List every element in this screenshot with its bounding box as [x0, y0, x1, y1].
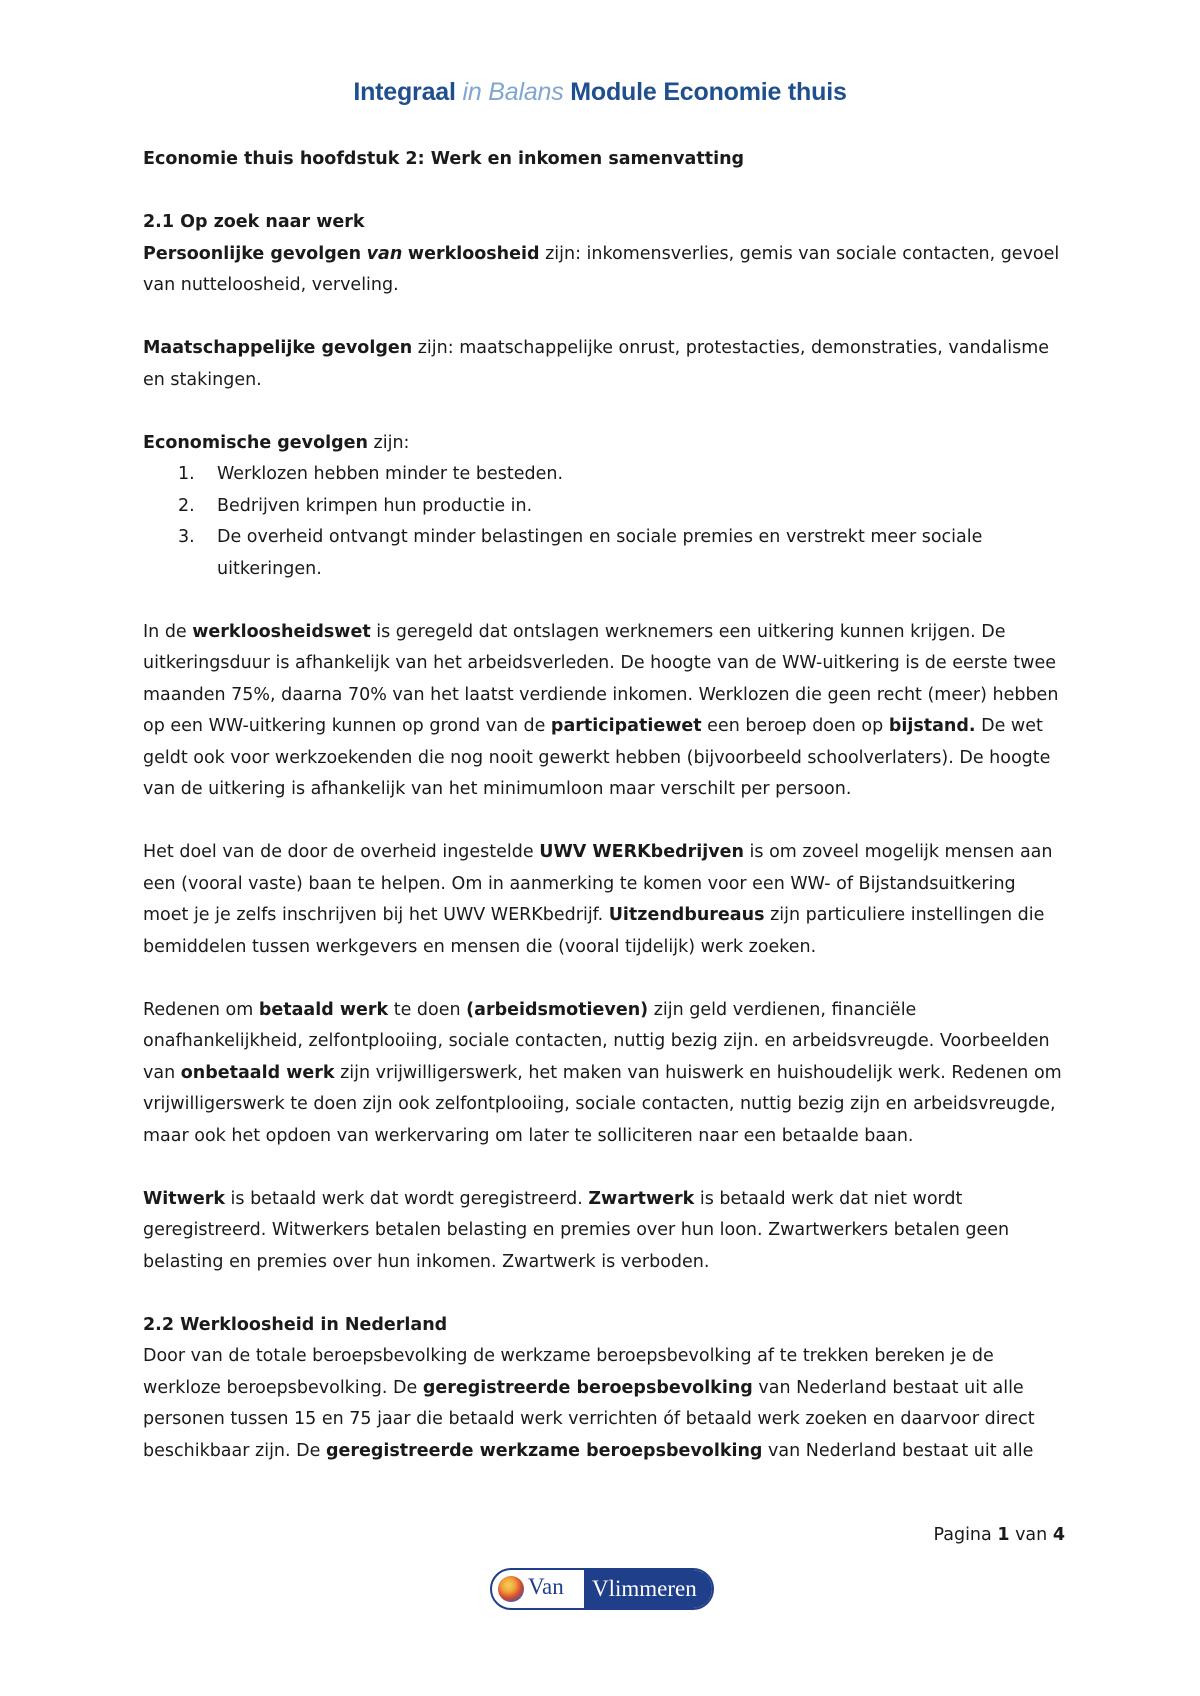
- list-item: 2. Bedrijven krimpen hun productie in.: [178, 495, 533, 516]
- document-body: [143, 144, 1063, 1467]
- paragraph-maatschappelijke-gevolgen: Maatschappelijke gevolgen zijn: maatschappelijke onrust, protestacties, demonstraties, vandalisme en stakingen.: [143, 338, 1050, 390]
- logo-van-text: Van: [528, 1574, 564, 1599]
- logo-vlimmeren-text: Vlimmeren: [584, 1570, 714, 1608]
- page-header: [0, 78, 1200, 107]
- section-2-1-title: 2.1 Op zoek naar werk: [143, 212, 365, 232]
- header-integraal: Integraal: [353, 78, 456, 106]
- paragraph-arbeidsmotieven: Redenen om betaald werk te doen (arbeidsmotieven) zijn geld verdienen, financiële onafhankelijkheid, zelfontplooiing, sociale contacten, nuttig bezig zijn. en arbeidsvreugde. Voorbeelden van onbetaald werk zijn vrijwilligerswerk, het maken van huiswerk en huishoudelijk werk. Redenen om vrijwilligerswerk te doen zijn ook zelfontplooiing, sociale contacten, nuttig bezig zijn en arbeidsvreugde, maar ook het opdoen van werkervaring om later te solliciteren naar een betaalde baan.: [143, 999, 1062, 1146]
- page-number: Pagina 1 van 4: [933, 1525, 1065, 1545]
- paragraph-werkloosheidswet: In de werkloosheidswet is geregeld dat ontslagen werknemers een uitkering kunnen krijgen. De uitkeringsduur is afhankelijk van het arbeidsverleden. De hoogte van de WW-uitkering is de eerste twee maanden 75%, daarna 70% van het laatst verdiende inkomen. Werklozen die geen recht (meer) hebben op een WW-uitkering kunnen op grond van de participatiewet een beroep doen op bijstand. De wet geldt ook voor werkzoekenden die nog nooit gewerkt hebben (bijvoorbeeld schoolverlaters). De hoogte van de uitkering is afhankelijk van het minimumloon maar verschilt per persoon.: [143, 621, 1059, 799]
- list-item: 1. Werklozen hebben minder te besteden.: [178, 464, 564, 484]
- globe-icon: [498, 1576, 524, 1602]
- gevolgen-list: [143, 459, 1063, 585]
- header-in-balans: in Balans: [462, 78, 564, 106]
- paragraph-economische-gevolgen: Economische gevolgen zijn:: [143, 432, 410, 453]
- van-vlimmeren-logo: [490, 1568, 714, 1610]
- list-item: 3. De overheid ontvangt minder belastingen en sociale premies en verstrekt meer sociale uitkeringen.: [178, 527, 983, 579]
- document-title: Economie thuis hoofdstuk 2: Werk en inkomen samenvatting: [143, 149, 745, 169]
- paragraph-beroepsbevolking: Door van de totale beroepsbevolking de werkzame beroepsbevolking af te trekken bereken je de werkloze beroepsbevolking. De geregistreerde beroepsbevolking van Nederland bestaat uit alle personen tussen 15 en 75 jaar die betaald werk verrichten óf betaald werk zoeken en daarvoor direct beschikbaar zijn. De geregistreerde werkzame beroepsbevolking van Nederland bestaat uit alle: [143, 1346, 1035, 1461]
- section-2-2-title: 2.2 Werkloosheid in Nederland: [143, 1314, 448, 1335]
- paragraph-persoonlijke-gevolgen: Persoonlijke gevolgen van werkloosheid zijn: inkomensverlies, gemis van sociale contacten, gevoel van nutteloosheid, verveling.: [143, 243, 1060, 295]
- paragraph-witwerk-zwartwerk: Witwerk is betaald werk dat wordt geregistreerd. Zwartwerk is betaald werk dat niet wordt geregistreerd. Witwerkers betalen belasting en premies over hun loon. Zwartwerkers betalen geen belasting en premies over hun inkomen. Zwartwerk is verboden.: [143, 1188, 1010, 1272]
- header-module-title: Module Economie thuis: [570, 78, 847, 106]
- paragraph-uwv: Het doel van de door de overheid ingestelde UWV WERKbedrijven is om zoveel mogelijk mensen aan een (vooral vaste) baan te helpen. Om in aanmerking te komen voor een WW- of Bijstandsuitkering moet je je zelfs inschrijven bij het UWV WERKbedrijf. Uitzendbureaus zijn particuliere instellingen die bemiddelen tussen werkgevers en mensen die (vooral tijdelijk) werk zoeken.: [143, 842, 1053, 957]
